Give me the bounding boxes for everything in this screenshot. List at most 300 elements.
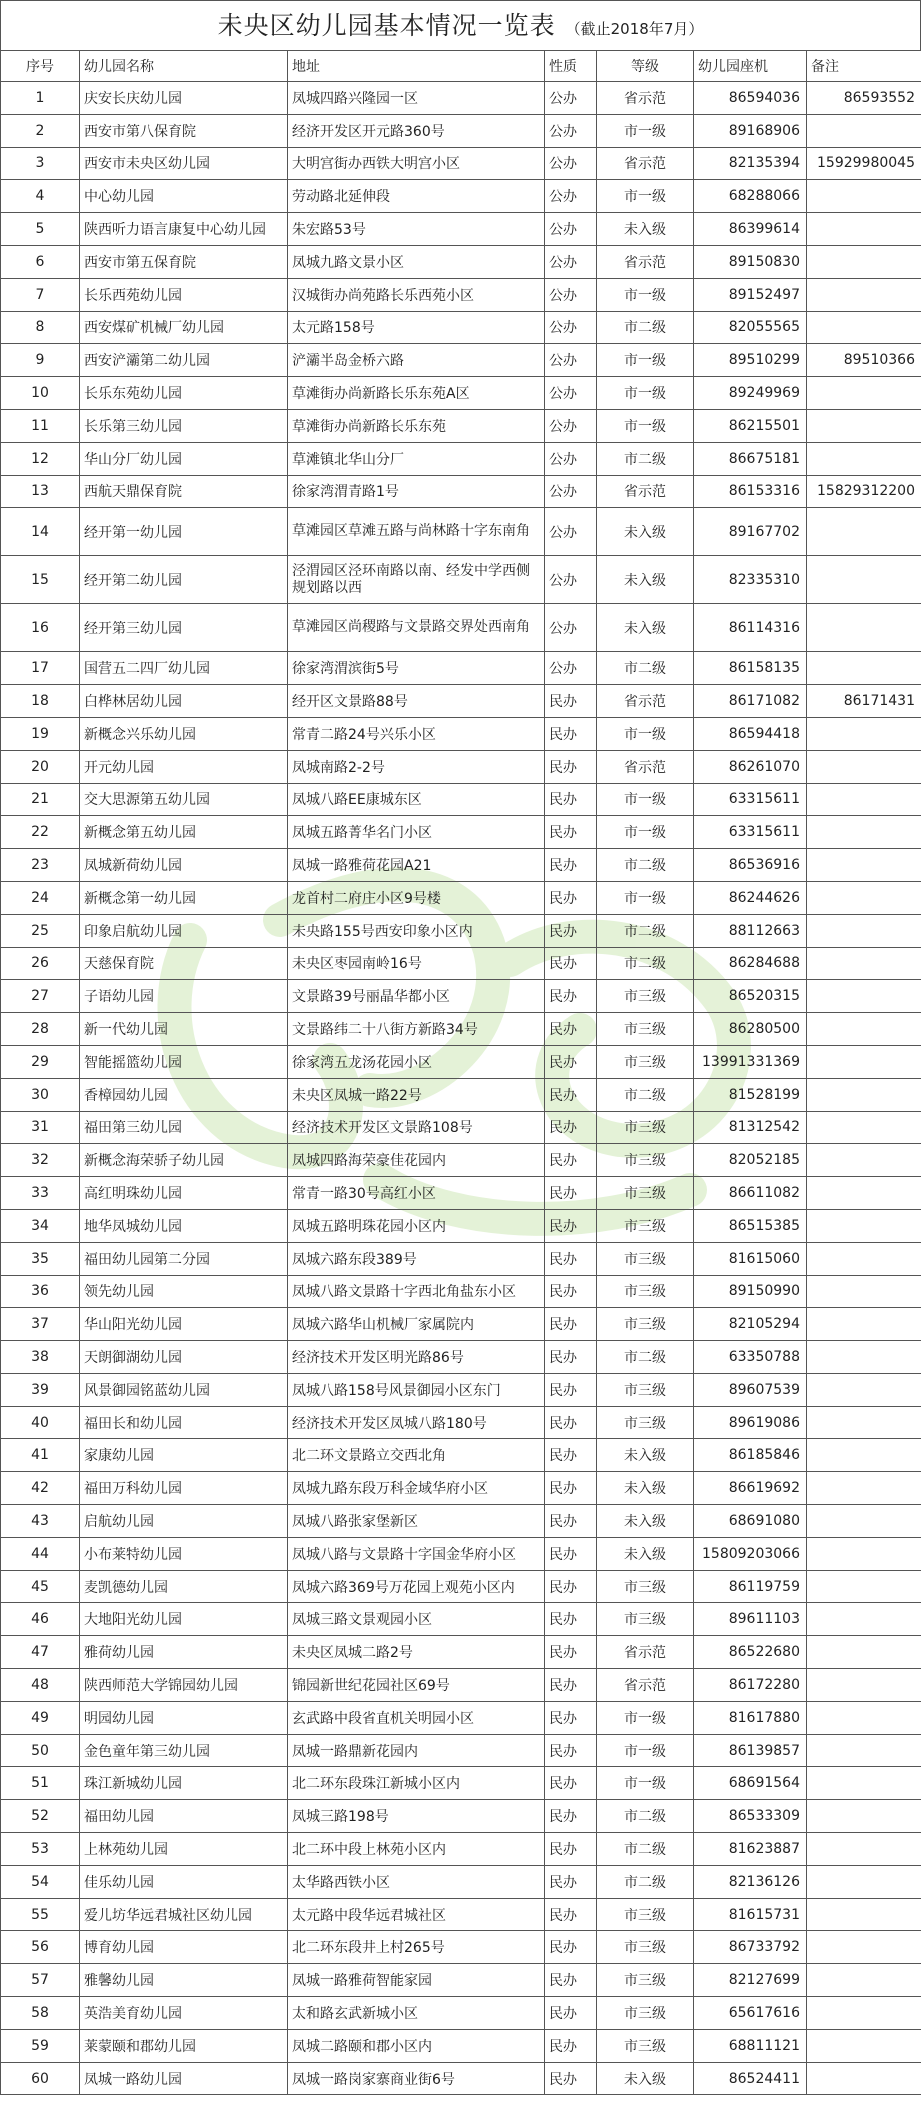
cell-name: 天朗御湖幼儿园 xyxy=(80,1341,288,1374)
cell-note xyxy=(807,1275,921,1308)
cell-address: 凤城三路文景观园小区 xyxy=(288,1603,545,1636)
cell-type: 公办 xyxy=(545,114,597,147)
cell-name: 大地阳光幼儿园 xyxy=(80,1603,288,1636)
cell-no: 58 xyxy=(1,1997,80,2030)
cell-no: 51 xyxy=(1,1767,80,1800)
cell-address: 北二环东段井上村265号 xyxy=(288,1931,545,1964)
cell-type: 民办 xyxy=(545,947,597,980)
table-row xyxy=(1,1472,921,1505)
cell-name: 西安浐灞第二幼儿园 xyxy=(80,344,288,377)
cell-name: 博育幼儿园 xyxy=(80,1931,288,1964)
table-row xyxy=(1,1308,921,1341)
cell-address: 凤城一路鼎新花园内 xyxy=(288,1734,545,1767)
cell-address: 凤城南路2-2号 xyxy=(288,750,545,783)
cell-level: 市一级 xyxy=(597,180,694,213)
table-row xyxy=(1,1865,921,1898)
cell-level: 市二级 xyxy=(597,1341,694,1374)
cell-type: 民办 xyxy=(545,1177,597,1210)
header-name: 幼儿园名称 xyxy=(80,51,288,82)
cell-note xyxy=(807,1570,921,1603)
cell-no: 40 xyxy=(1,1406,80,1439)
cell-level: 市一级 xyxy=(597,783,694,816)
cell-phone: 86119759 xyxy=(694,1570,807,1603)
cell-type: 民办 xyxy=(545,1505,597,1538)
table-row xyxy=(1,2029,921,2062)
cell-address: 经济技术开发区文景路108号 xyxy=(288,1111,545,1144)
cell-phone: 86139857 xyxy=(694,1734,807,1767)
cell-no: 8 xyxy=(1,311,80,344)
cell-note xyxy=(807,1898,921,1931)
cell-name: 雅荷幼儿园 xyxy=(80,1636,288,1669)
cell-level: 市二级 xyxy=(597,1078,694,1111)
cell-type: 公办 xyxy=(545,213,597,246)
cell-no: 31 xyxy=(1,1111,80,1144)
cell-phone: 89607539 xyxy=(694,1373,807,1406)
cell-name: 风景御园铭蓝幼儿园 xyxy=(80,1373,288,1406)
cell-name: 华山分厂幼儿园 xyxy=(80,442,288,475)
table-row xyxy=(1,849,921,882)
table-row xyxy=(1,409,921,442)
cell-name: 中心幼儿园 xyxy=(80,180,288,213)
table-row xyxy=(1,1045,921,1078)
cell-phone: 89167702 xyxy=(694,508,807,556)
cell-address: 文景路39号丽晶华都小区 xyxy=(288,980,545,1013)
cell-level: 市一级 xyxy=(597,1734,694,1767)
cell-level: 未入级 xyxy=(597,213,694,246)
table-row xyxy=(1,245,921,278)
cell-type: 民办 xyxy=(545,1308,597,1341)
cell-type: 民办 xyxy=(545,2062,597,2095)
cell-name: 高红明珠幼儿园 xyxy=(80,1177,288,1210)
cell-note xyxy=(807,717,921,750)
kindergarten-table xyxy=(0,50,921,2095)
cell-name: 新概念兴乐幼儿园 xyxy=(80,717,288,750)
cell-level: 市三级 xyxy=(597,1177,694,1210)
cell-phone: 86244626 xyxy=(694,881,807,914)
cell-note xyxy=(807,1013,921,1046)
cell-name: 华山阳光幼儿园 xyxy=(80,1308,288,1341)
cell-note xyxy=(807,1177,921,1210)
cell-phone: 88112663 xyxy=(694,914,807,947)
cell-address: 太元路中段华远君城社区 xyxy=(288,1898,545,1931)
cell-phone: 86515385 xyxy=(694,1209,807,1242)
cell-phone: 86172280 xyxy=(694,1669,807,1702)
cell-note xyxy=(807,1767,921,1800)
cell-no: 35 xyxy=(1,1242,80,1275)
cell-note xyxy=(807,816,921,849)
cell-level: 市二级 xyxy=(597,442,694,475)
cell-level: 市三级 xyxy=(597,1406,694,1439)
cell-note xyxy=(807,2029,921,2062)
cell-phone: 86733792 xyxy=(694,1931,807,1964)
cell-name: 白桦林居幼儿园 xyxy=(80,685,288,718)
table-row xyxy=(1,114,921,147)
cell-address: 凤城六路东段389号 xyxy=(288,1242,545,1275)
cell-address: 太元路158号 xyxy=(288,311,545,344)
table-row xyxy=(1,442,921,475)
cell-level: 市三级 xyxy=(597,1997,694,2030)
cell-name: 庆安长庆幼儿园 xyxy=(80,82,288,115)
cell-address: 北二环东段珠江新城小区内 xyxy=(288,1767,545,1800)
cell-name: 长乐第三幼儿园 xyxy=(80,409,288,442)
cell-type: 民办 xyxy=(545,1373,597,1406)
cell-no: 33 xyxy=(1,1177,80,1210)
cell-name: 爱儿坊华远君城社区幼儿园 xyxy=(80,1898,288,1931)
cell-type: 民办 xyxy=(545,1833,597,1866)
cell-name: 西安市第五保育院 xyxy=(80,245,288,278)
cell-name: 子语幼儿园 xyxy=(80,980,288,1013)
cell-name: 西安煤矿机械厂幼儿园 xyxy=(80,311,288,344)
cell-level: 未入级 xyxy=(597,1472,694,1505)
cell-no: 53 xyxy=(1,1833,80,1866)
cell-type: 民办 xyxy=(545,1570,597,1603)
cell-phone: 86594418 xyxy=(694,717,807,750)
cell-type: 民办 xyxy=(545,1997,597,2030)
cell-no: 7 xyxy=(1,278,80,311)
cell-type: 民办 xyxy=(545,1242,597,1275)
cell-type: 民办 xyxy=(545,783,597,816)
cell-address: 玄武路中段省直机关明园小区 xyxy=(288,1701,545,1734)
cell-no: 59 xyxy=(1,2029,80,2062)
cell-type: 公办 xyxy=(545,311,597,344)
cell-type: 民办 xyxy=(545,1767,597,1800)
table-row xyxy=(1,1275,921,1308)
cell-phone: 89510299 xyxy=(694,344,807,377)
cell-address: 汉城街办尚苑路长乐西苑小区 xyxy=(288,278,545,311)
header-address: 地址 xyxy=(288,51,545,82)
cell-type: 民办 xyxy=(545,881,597,914)
cell-phone: 89150830 xyxy=(694,245,807,278)
cell-level: 市三级 xyxy=(597,2029,694,2062)
cell-address: 未央区枣园南岭16号 xyxy=(288,947,545,980)
cell-note xyxy=(807,1997,921,2030)
cell-type: 公办 xyxy=(545,652,597,685)
table-row xyxy=(1,1964,921,1997)
table-row xyxy=(1,1505,921,1538)
cell-address: 草滩街办尚新路长乐东苑 xyxy=(288,409,545,442)
table-row xyxy=(1,1013,921,1046)
table-row xyxy=(1,1636,921,1669)
cell-level: 市二级 xyxy=(597,1800,694,1833)
header-level: 等级 xyxy=(597,51,694,82)
cell-phone: 86533309 xyxy=(694,1800,807,1833)
cell-no: 46 xyxy=(1,1603,80,1636)
cell-phone: 82135394 xyxy=(694,147,807,180)
cell-no: 6 xyxy=(1,245,80,278)
cell-address: 凤城一路雅荷智能家园 xyxy=(288,1964,545,1997)
cell-level: 市一级 xyxy=(597,114,694,147)
cell-address: 徐家湾渭青路1号 xyxy=(288,475,545,508)
cell-no: 43 xyxy=(1,1505,80,1538)
cell-note xyxy=(807,1669,921,1702)
cell-type: 公办 xyxy=(545,556,597,604)
cell-no: 12 xyxy=(1,442,80,475)
cell-no: 57 xyxy=(1,1964,80,1997)
cell-phone: 63315611 xyxy=(694,783,807,816)
cell-no: 20 xyxy=(1,750,80,783)
cell-level: 市三级 xyxy=(597,1603,694,1636)
cell-type: 民办 xyxy=(545,1800,597,1833)
table-row xyxy=(1,652,921,685)
cell-type: 民办 xyxy=(545,914,597,947)
cell-no: 56 xyxy=(1,1931,80,1964)
cell-address: 草滩园区草滩五路与尚林路十字东南角 xyxy=(288,508,545,556)
cell-note xyxy=(807,1603,921,1636)
cell-type: 民办 xyxy=(545,685,597,718)
cell-level: 省示范 xyxy=(597,82,694,115)
cell-level: 市三级 xyxy=(597,1144,694,1177)
cell-note xyxy=(807,1209,921,1242)
cell-level: 市一级 xyxy=(597,816,694,849)
cell-phone: 86524411 xyxy=(694,2062,807,2095)
cell-type: 民办 xyxy=(545,1734,597,1767)
cell-note xyxy=(807,750,921,783)
cell-address: 太华路西铁小区 xyxy=(288,1865,545,1898)
table-row xyxy=(1,82,921,115)
cell-type: 民办 xyxy=(545,1603,597,1636)
cell-address: 凤城五路明珠花园小区内 xyxy=(288,1209,545,1242)
cell-no: 24 xyxy=(1,881,80,914)
cell-no: 60 xyxy=(1,2062,80,2095)
cell-level: 市二级 xyxy=(597,1833,694,1866)
cell-level: 市三级 xyxy=(597,1209,694,1242)
table-row xyxy=(1,1931,921,1964)
cell-note: 15829312200 xyxy=(807,475,921,508)
table-row xyxy=(1,1833,921,1866)
cell-note xyxy=(807,947,921,980)
cell-phone: 86158135 xyxy=(694,652,807,685)
table-row xyxy=(1,1341,921,1374)
cell-type: 公办 xyxy=(545,442,597,475)
cell-phone: 82052185 xyxy=(694,1144,807,1177)
cell-note xyxy=(807,1734,921,1767)
cell-phone: 86185846 xyxy=(694,1439,807,1472)
cell-note xyxy=(807,881,921,914)
cell-address: 凤城二路颐和郡小区内 xyxy=(288,2029,545,2062)
cell-phone: 86171082 xyxy=(694,685,807,718)
cell-note: 89510366 xyxy=(807,344,921,377)
cell-level: 市一级 xyxy=(597,717,694,750)
table-row xyxy=(1,1701,921,1734)
cell-address: 常青二路24号兴乐小区 xyxy=(288,717,545,750)
cell-no: 42 xyxy=(1,1472,80,1505)
cell-address: 凤城五路菁华名门小区 xyxy=(288,816,545,849)
cell-address: 北二环文景路立交西北角 xyxy=(288,1439,545,1472)
cell-note xyxy=(807,508,921,556)
cell-type: 公办 xyxy=(545,604,597,652)
cell-phone: 89611103 xyxy=(694,1603,807,1636)
cell-address: 凤城四路兴隆园一区 xyxy=(288,82,545,115)
cell-level: 市一级 xyxy=(597,377,694,410)
cell-type: 公办 xyxy=(545,82,597,115)
cell-address: 凤城八路张家堡新区 xyxy=(288,1505,545,1538)
cell-name: 经开第一幼儿园 xyxy=(80,508,288,556)
cell-name: 长乐西苑幼儿园 xyxy=(80,278,288,311)
cell-phone: 65617616 xyxy=(694,1997,807,2030)
cell-note xyxy=(807,1964,921,1997)
cell-no: 2 xyxy=(1,114,80,147)
cell-address: 经开区文景路88号 xyxy=(288,685,545,718)
cell-phone: 81617880 xyxy=(694,1701,807,1734)
cell-phone: 81312542 xyxy=(694,1111,807,1144)
cell-name: 开元幼儿园 xyxy=(80,750,288,783)
cell-level: 未入级 xyxy=(597,1439,694,1472)
cell-phone: 81615731 xyxy=(694,1898,807,1931)
cell-level: 市二级 xyxy=(597,1865,694,1898)
cell-no: 16 xyxy=(1,604,80,652)
cell-phone: 82055565 xyxy=(694,311,807,344)
cell-type: 民办 xyxy=(545,1406,597,1439)
cell-name: 长乐东苑幼儿园 xyxy=(80,377,288,410)
cell-no: 27 xyxy=(1,980,80,1013)
cell-level: 市三级 xyxy=(597,1570,694,1603)
cell-no: 23 xyxy=(1,849,80,882)
cell-name: 陕西师范大学锦园幼儿园 xyxy=(80,1669,288,1702)
table-row xyxy=(1,1373,921,1406)
cell-name: 新概念海荣骄子幼儿园 xyxy=(80,1144,288,1177)
cell-name: 福田长和幼儿园 xyxy=(80,1406,288,1439)
table-row xyxy=(1,1242,921,1275)
cell-level: 未入级 xyxy=(597,1537,694,1570)
table-row xyxy=(1,1898,921,1931)
cell-note xyxy=(807,1078,921,1111)
cell-level: 市三级 xyxy=(597,1964,694,1997)
cell-type: 民办 xyxy=(545,1472,597,1505)
cell-address: 凤城一路岗家寨商业街6号 xyxy=(288,2062,545,2095)
table-row xyxy=(1,1570,921,1603)
table-row xyxy=(1,475,921,508)
table-row xyxy=(1,1078,921,1111)
cell-type: 民办 xyxy=(545,1931,597,1964)
cell-no: 28 xyxy=(1,1013,80,1046)
table-row xyxy=(1,1800,921,1833)
cell-address: 北二环中段上林苑小区内 xyxy=(288,1833,545,1866)
cell-phone: 89619086 xyxy=(694,1406,807,1439)
cell-no: 34 xyxy=(1,1209,80,1242)
cell-phone: 63315611 xyxy=(694,816,807,849)
cell-level: 市二级 xyxy=(597,652,694,685)
page-title: 未央区幼儿园基本情况一览表 xyxy=(217,11,556,40)
cell-type: 民办 xyxy=(545,1209,597,1242)
cell-note xyxy=(807,783,921,816)
cell-level: 省示范 xyxy=(597,1669,694,1702)
cell-type: 民办 xyxy=(545,1111,597,1144)
table-row xyxy=(1,1439,921,1472)
cell-level: 市一级 xyxy=(597,278,694,311)
cell-phone: 63350788 xyxy=(694,1341,807,1374)
cell-no: 47 xyxy=(1,1636,80,1669)
cell-no: 29 xyxy=(1,1045,80,1078)
cell-phone: 82105294 xyxy=(694,1308,807,1341)
cell-note xyxy=(807,1144,921,1177)
cell-no: 50 xyxy=(1,1734,80,1767)
cell-address: 凤城三路198号 xyxy=(288,1800,545,1833)
cell-note xyxy=(807,604,921,652)
cell-note xyxy=(807,652,921,685)
cell-name: 家康幼儿园 xyxy=(80,1439,288,1472)
cell-address: 凤城八路EE康城东区 xyxy=(288,783,545,816)
cell-phone: 82136126 xyxy=(694,1865,807,1898)
header-phone: 幼儿园座机 xyxy=(694,51,807,82)
cell-level: 市三级 xyxy=(597,1111,694,1144)
cell-name: 福田幼儿园 xyxy=(80,1800,288,1833)
cell-level: 市一级 xyxy=(597,409,694,442)
cell-phone: 86675181 xyxy=(694,442,807,475)
cell-type: 民办 xyxy=(545,1078,597,1111)
cell-phone: 86280500 xyxy=(694,1013,807,1046)
cell-name: 经开第二幼儿园 xyxy=(80,556,288,604)
cell-name: 英浩美育幼儿园 xyxy=(80,1997,288,2030)
cell-type: 民办 xyxy=(545,2029,597,2062)
cell-note xyxy=(807,1931,921,1964)
table-header-row xyxy=(1,51,921,82)
cell-type: 公办 xyxy=(545,180,597,213)
cell-note xyxy=(807,1045,921,1078)
cell-note xyxy=(807,1636,921,1669)
cell-type: 公办 xyxy=(545,278,597,311)
table-row xyxy=(1,1209,921,1242)
cell-no: 14 xyxy=(1,508,80,556)
cell-level: 市一级 xyxy=(597,344,694,377)
cell-note xyxy=(807,1865,921,1898)
cell-no: 18 xyxy=(1,685,80,718)
cell-level: 省示范 xyxy=(597,475,694,508)
table-row xyxy=(1,556,921,604)
cell-name: 国营五二四厂幼儿园 xyxy=(80,652,288,685)
cell-note xyxy=(807,1472,921,1505)
cell-no: 36 xyxy=(1,1275,80,1308)
table-row xyxy=(1,914,921,947)
table-row xyxy=(1,1767,921,1800)
cell-name: 佳乐幼儿园 xyxy=(80,1865,288,1898)
cell-name: 新概念第五幼儿园 xyxy=(80,816,288,849)
cell-level: 市三级 xyxy=(597,1045,694,1078)
cell-phone: 68288066 xyxy=(694,180,807,213)
cell-no: 9 xyxy=(1,344,80,377)
cell-no: 32 xyxy=(1,1144,80,1177)
cell-name: 凤城新荷幼儿园 xyxy=(80,849,288,882)
table-row xyxy=(1,947,921,980)
cell-address: 草滩镇北华山分厂 xyxy=(288,442,545,475)
cell-type: 民办 xyxy=(545,1898,597,1931)
cell-type: 公办 xyxy=(545,409,597,442)
cell-address: 经济技术开发区凤城八路180号 xyxy=(288,1406,545,1439)
cell-no: 38 xyxy=(1,1341,80,1374)
cell-address: 浐灞半岛金桥六路 xyxy=(288,344,545,377)
cell-address: 龙首村二府庄小区9号楼 xyxy=(288,881,545,914)
cell-note xyxy=(807,1406,921,1439)
cell-type: 民办 xyxy=(545,1013,597,1046)
cell-name: 莱蒙颐和郡幼儿园 xyxy=(80,2029,288,2062)
cell-no: 25 xyxy=(1,914,80,947)
cell-note xyxy=(807,1242,921,1275)
cell-type: 公办 xyxy=(545,508,597,556)
cell-level: 未入级 xyxy=(597,556,694,604)
cell-note xyxy=(807,213,921,246)
cell-type: 民办 xyxy=(545,1964,597,1997)
cell-address: 泾渭园区泾环南路以南、经发中学西侧规划路以西 xyxy=(288,556,545,604)
table-row xyxy=(1,278,921,311)
cell-phone: 86520315 xyxy=(694,980,807,1013)
cell-note xyxy=(807,1833,921,1866)
cell-note xyxy=(807,2062,921,2095)
cell-level: 市一级 xyxy=(597,1767,694,1800)
cell-no: 3 xyxy=(1,147,80,180)
cell-name: 西安市第八保育院 xyxy=(80,114,288,147)
cell-name: 金色童年第三幼儿园 xyxy=(80,1734,288,1767)
cell-note: 15929980045 xyxy=(807,147,921,180)
table-row xyxy=(1,604,921,652)
